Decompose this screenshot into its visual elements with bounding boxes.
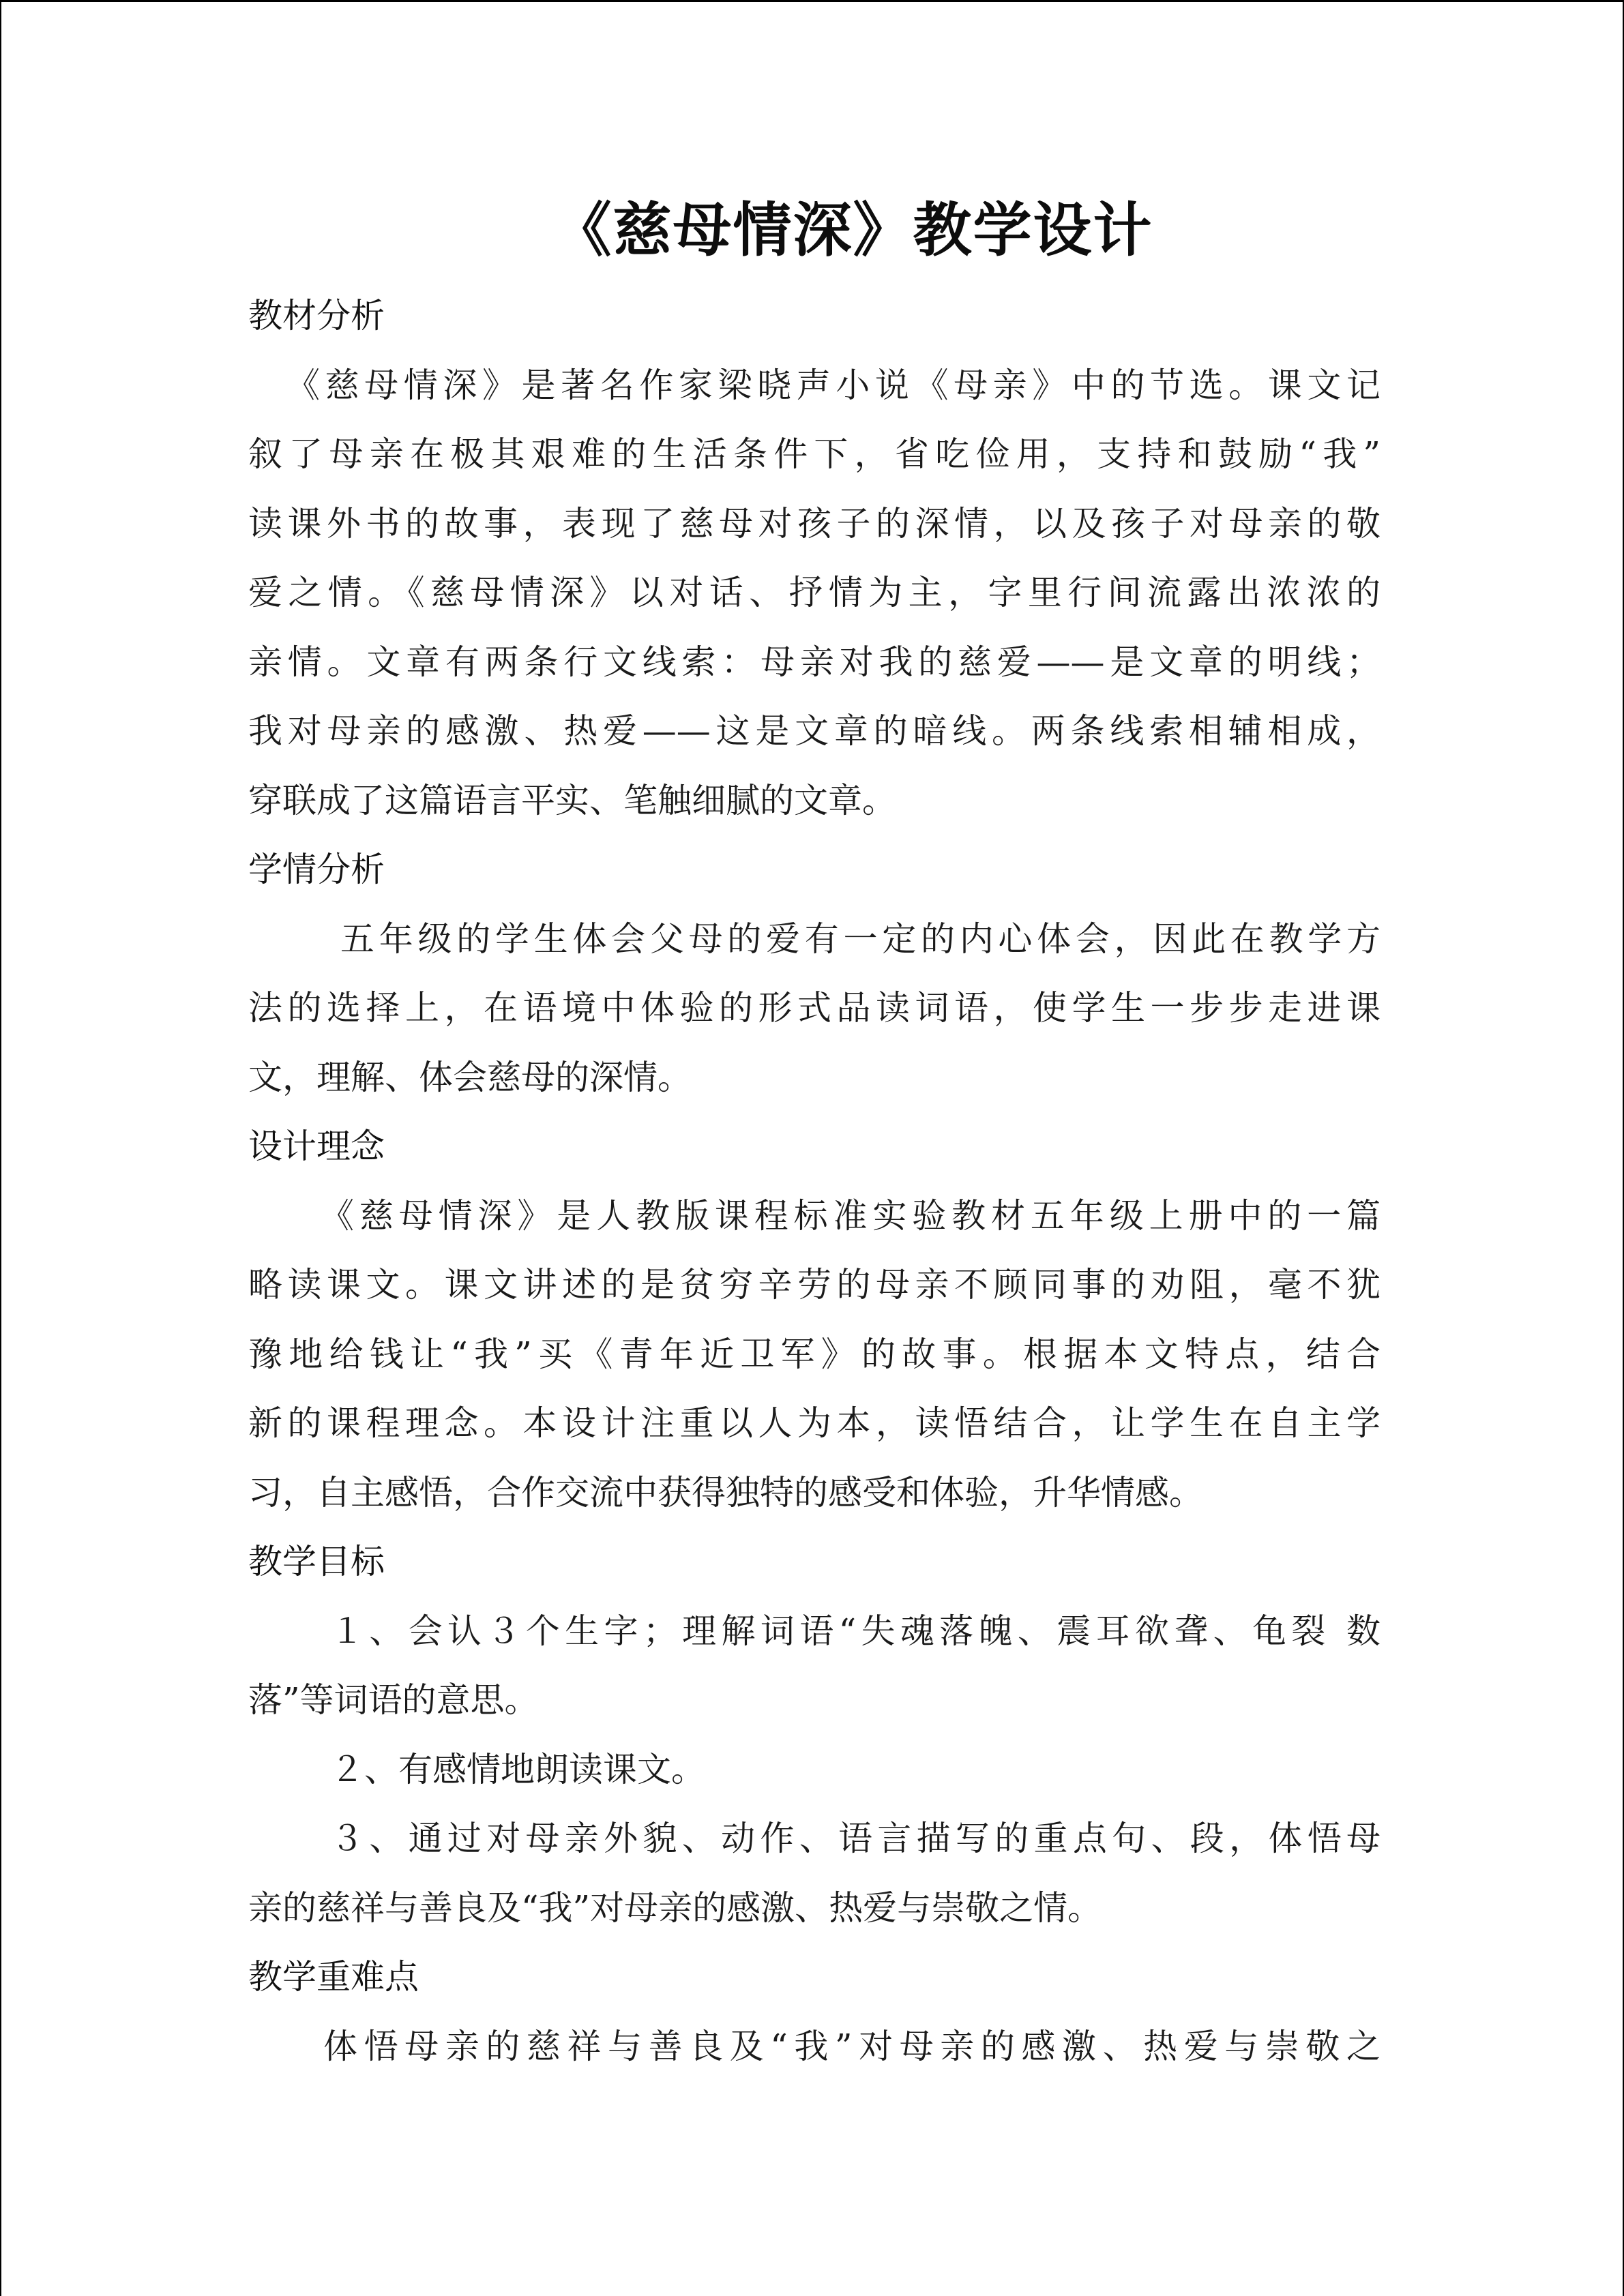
section-heading-key-difficulties: 教学重难点 [248, 1957, 419, 1997]
paragraph-line: 我对母亲的感激、热爱——这是文章的暗线。两条线索相辅相成， [248, 711, 1381, 751]
paragraph-line: 亲情。文章有两条行文线索：母亲对我的慈爱——是文章的明线； [248, 642, 1381, 682]
goal-line: 落”等词语的意思。 [248, 1680, 539, 1720]
goal-line: １、会认３个生字；理解词语“失魂落魄、震耳欲聋、龟裂 数 [330, 1611, 1381, 1651]
paragraph-line: 体悟母亲的慈祥与善良及“我”对母亲的感激、热爱与崇敬之 [323, 2026, 1381, 2066]
paragraph-line: 法的选择上，在语境中体验的形式品读词语，使学生一步步走进课 [248, 988, 1381, 1028]
paragraph-line: 穿联成了这篇语言平实、笔触细腻的文章。 [248, 780, 896, 820]
document-body [248, 282, 1381, 2081]
document-title: 《慈母情深》教学设计 [552, 196, 1153, 265]
paragraph-line: 五年级的学生体会父母的爱有一定的内心体会，因此在教学方 [340, 919, 1381, 959]
paragraph-line: 豫地给钱让“我”买《青年近卫军》的故事。根据本文特点，结合 [248, 1334, 1381, 1374]
paragraph-line: 《慈母情深》是人教版课程标准实验教材五年级上册中的一篇 [320, 1195, 1381, 1236]
paragraph-line: 《慈母情深》是著名作家梁晓声小说《母亲》中的节选。课文记 [286, 365, 1381, 405]
section-heading-design-concept: 设计理念 [248, 1127, 385, 1166]
paragraph-line: 文，理解、体会慈母的深情。 [248, 1057, 692, 1097]
paragraph-line: 习，自主感悟，合作交流中获得独特的感受和体验，升华情感。 [248, 1472, 1203, 1512]
paragraph-line: 新的课程理念。本设计注重以人为本，读悟结合，让学生在自主学 [248, 1403, 1381, 1443]
goal-line: ３、通过对母亲外貌、动作、语言描写的重点句、段，体悟母 [330, 1819, 1381, 1858]
goal-line: 亲的慈祥与善良及“我”对母亲的感激、热爱与崇敬之情。 [248, 1888, 1102, 1928]
section-heading-teaching-goals: 教学目标 [248, 1542, 385, 1581]
paragraph-line: 略读课文。课文讲述的是贫穷辛劳的母亲不顾同事的劝阻，毫不犹 [248, 1265, 1381, 1304]
paragraph-line: 爱之情。《慈母情深》以对话、抒情为主，字里行间流露出浓浓的 [248, 573, 1381, 612]
section-heading-textbook-analysis: 教材分析 [248, 296, 385, 336]
section-heading-student-analysis: 学情分析 [248, 850, 385, 889]
paragraph-line: 读课外书的故事，表现了慈母对孩子的深情，以及孩子对母亲的敬 [248, 503, 1381, 543]
paragraph-line: 叙了母亲在极其艰难的生活条件下，省吃俭用，支持和鼓励“我” [248, 434, 1381, 474]
goal-line: ２、有感情地朗读课文。 [330, 1749, 705, 1789]
